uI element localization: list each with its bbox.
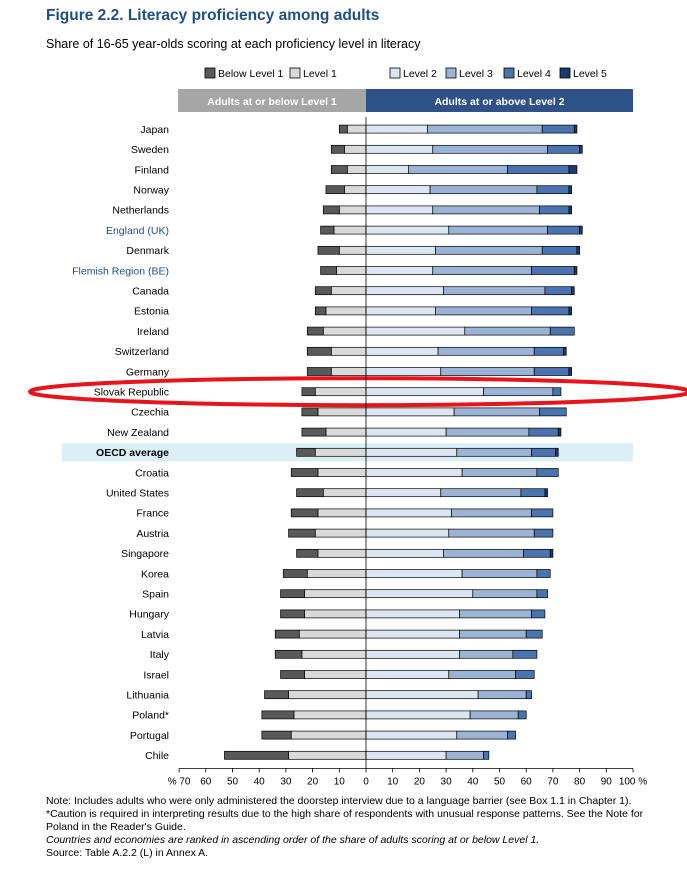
x-tick-label: % 70 xyxy=(167,776,191,788)
row-7 xyxy=(72,265,577,277)
category-label: Estonia xyxy=(133,305,169,318)
category-label: Switzerland xyxy=(114,346,169,359)
bar-level-4 xyxy=(540,206,569,214)
bar-level-3 xyxy=(433,206,540,214)
bar-level-3 xyxy=(441,368,534,376)
category-label: Norway xyxy=(133,184,169,197)
bar-below-level-1 xyxy=(318,246,339,254)
bar-below-level-1 xyxy=(275,630,299,638)
bar-level-2 xyxy=(366,590,473,598)
bar-level-4 xyxy=(548,226,580,234)
row-27 xyxy=(143,669,534,681)
bar-level-1 xyxy=(337,267,366,275)
bar-level-1 xyxy=(331,347,366,355)
row-14 xyxy=(131,407,566,419)
bar-level-1 xyxy=(318,509,366,517)
bar-level-4 xyxy=(542,246,577,254)
bar-level-1 xyxy=(318,469,366,477)
bar-level-3 xyxy=(441,489,521,497)
bar-level-1 xyxy=(331,368,366,376)
bar-level-1 xyxy=(323,489,366,497)
legend-swatch xyxy=(205,68,215,78)
bar-below-level-1 xyxy=(326,186,345,194)
x-tick-label: 30 xyxy=(440,776,452,788)
bar-level-1 xyxy=(326,307,366,315)
bar-level-4 xyxy=(521,489,545,497)
bar-level-5 xyxy=(580,145,583,153)
bar-level-2 xyxy=(366,206,433,214)
legend-label: Below Level 1 xyxy=(218,68,284,80)
bar-level-2 xyxy=(366,570,462,578)
category-label: Ireland xyxy=(136,325,169,338)
bar-level-2 xyxy=(366,125,427,133)
bar-below-level-1 xyxy=(321,226,334,234)
category-label: Poland* xyxy=(132,709,169,722)
row-2 xyxy=(135,164,577,176)
legend-swatch xyxy=(446,68,456,78)
bar-below-level-1 xyxy=(307,327,323,335)
bar-level-2 xyxy=(366,347,438,355)
bar-below-level-1 xyxy=(291,509,318,517)
bar-level-5 xyxy=(569,166,577,174)
bar-level-3 xyxy=(457,448,532,456)
bar-level-5 xyxy=(558,428,561,436)
bar-below-level-1 xyxy=(283,570,307,578)
category-label: Portugal xyxy=(129,729,169,742)
bar-level-1 xyxy=(318,408,366,416)
bar-level-4 xyxy=(526,691,531,699)
bar-level-3 xyxy=(462,469,537,477)
x-tick-label: 60 xyxy=(520,776,532,788)
x-tick-label: 20 xyxy=(307,776,319,788)
bar-below-level-1 xyxy=(291,469,318,477)
bar-below-level-1 xyxy=(265,691,289,699)
bar-level-2 xyxy=(366,246,435,254)
bar-level-4 xyxy=(537,570,550,578)
bar-below-level-1 xyxy=(281,590,305,598)
bar-level-1 xyxy=(339,246,366,254)
bar-below-level-1 xyxy=(297,549,318,557)
bar-level-1 xyxy=(347,125,366,133)
bar-level-1 xyxy=(315,388,366,396)
bar-below-level-1 xyxy=(339,125,347,133)
source-note: Source: Table A.2.2 (L) in Annex A. xyxy=(46,847,209,859)
bar-level-4 xyxy=(534,368,569,376)
bar-level-2 xyxy=(366,509,451,517)
bar-level-5 xyxy=(556,448,559,456)
bar-level-2 xyxy=(366,529,449,537)
bar-below-level-1 xyxy=(307,347,331,355)
bar-level-4 xyxy=(537,469,558,477)
bar-level-1 xyxy=(315,448,366,456)
row-16 xyxy=(62,443,633,461)
bar-level-2 xyxy=(366,489,441,497)
x-tick-label: 60 xyxy=(200,776,212,788)
x-tick-label: 50 xyxy=(226,776,239,788)
category-label: Singapore xyxy=(121,548,169,561)
bar-level-5 xyxy=(564,347,567,355)
bar-level-1 xyxy=(305,610,366,618)
bar-level-3 xyxy=(451,509,531,517)
bar-level-4 xyxy=(532,509,553,517)
legend-item-3 xyxy=(446,68,493,80)
bar-level-1 xyxy=(334,226,366,234)
bar-below-level-1 xyxy=(289,529,316,537)
bar-level-2 xyxy=(366,448,457,456)
x-tick-label: 100 % xyxy=(618,776,648,788)
bar-below-level-1 xyxy=(321,267,337,275)
bar-level-2 xyxy=(366,731,457,739)
bar-level-4 xyxy=(545,287,572,295)
bar-level-4 xyxy=(548,145,580,153)
bar-level-3 xyxy=(457,731,508,739)
bar-below-level-1 xyxy=(302,388,315,396)
bar-level-3 xyxy=(459,610,531,618)
bar-level-1 xyxy=(289,751,366,759)
bar-level-5 xyxy=(574,125,577,133)
bar-level-2 xyxy=(366,751,446,759)
bar-level-4 xyxy=(516,671,535,679)
bar-below-level-1 xyxy=(262,711,294,719)
bar-below-level-1 xyxy=(323,206,339,214)
bar-level-3 xyxy=(470,711,518,719)
row-1 xyxy=(131,144,582,156)
bar-level-3 xyxy=(462,570,537,578)
x-tick-label: 40 xyxy=(253,776,265,788)
bar-below-level-1 xyxy=(302,408,318,416)
bar-level-4 xyxy=(483,751,488,759)
row-31 xyxy=(145,750,489,762)
row-5 xyxy=(106,225,582,237)
bar-level-5 xyxy=(569,206,572,214)
bar-level-2 xyxy=(366,711,470,719)
x-tick-label: 20 xyxy=(413,776,425,788)
bar-level-2 xyxy=(366,691,478,699)
category-label: England (UK) xyxy=(105,224,169,237)
bar-level-5 xyxy=(572,287,575,295)
category-label: Czechia xyxy=(131,406,169,419)
bar-level-4 xyxy=(532,448,556,456)
bar-level-2 xyxy=(366,267,433,275)
figure-title: Figure 2.2. Literacy proficiency among adults xyxy=(46,7,380,24)
category-label: Slovak Republic xyxy=(93,386,169,399)
legend-item-0 xyxy=(205,68,284,80)
category-label: Italy xyxy=(149,649,169,662)
bar-below-level-1 xyxy=(262,731,291,739)
bar-level-5 xyxy=(569,307,572,315)
figure-subtitle: Share of 16-65 year-olds scoring at each proficiency level in literacy xyxy=(46,37,421,51)
row-6 xyxy=(126,245,579,257)
bar-level-1 xyxy=(302,650,366,658)
x-tick-label: 90 xyxy=(600,776,612,788)
bar-level-2 xyxy=(366,368,441,376)
bar-level-4 xyxy=(532,610,545,618)
bar-level-4 xyxy=(529,428,558,436)
bar-level-3 xyxy=(449,529,534,537)
legend-item-5 xyxy=(560,68,607,80)
bar-below-level-1 xyxy=(281,671,305,679)
row-25 xyxy=(141,629,542,641)
category-label: Spain xyxy=(142,588,169,601)
bar-level-4 xyxy=(540,408,567,416)
ranking-note: Countries and economies are ranked in ascending order of the share of adults scoring at or below Level 1. xyxy=(46,834,540,846)
x-tick-label: 0 xyxy=(363,776,369,788)
bar-level-4 xyxy=(553,388,561,396)
bar-level-3 xyxy=(449,226,548,234)
row-20 xyxy=(136,528,553,540)
x-tick-label: 10 xyxy=(387,776,399,788)
bar-level-1 xyxy=(294,711,366,719)
chart-rows xyxy=(30,124,687,762)
bar-level-3 xyxy=(438,347,534,355)
row-10 xyxy=(137,326,574,338)
row-17 xyxy=(135,467,558,479)
category-label: Latvia xyxy=(140,628,169,641)
row-8 xyxy=(132,286,574,298)
legend-label: Level 4 xyxy=(517,68,551,80)
row-24 xyxy=(129,609,545,621)
bar-level-1 xyxy=(331,287,366,295)
category-label: Netherlands xyxy=(112,204,169,217)
x-tick-label: 80 xyxy=(574,776,586,788)
bar-level-2 xyxy=(366,388,483,396)
x-tick-label: 70 xyxy=(547,776,559,788)
bar-level-2 xyxy=(366,650,459,658)
bar-level-2 xyxy=(366,307,435,315)
row-3 xyxy=(133,185,571,197)
bar-level-2 xyxy=(366,630,459,638)
bar-level-3 xyxy=(454,408,539,416)
bar-level-1 xyxy=(318,549,366,557)
row-26 xyxy=(150,649,537,661)
row-13 xyxy=(30,378,687,405)
legend-label: Level 3 xyxy=(459,68,493,80)
bar-level-3 xyxy=(433,145,548,153)
note-text: Note: Includes adults who were only administered the doorstep interview due to a language barrier (see Box 1.1 in Chapter 1). *Caution is required in interpreting results due to the high share of respondents with unusual response patterns. See the Note for Poland in the Reader's Guide. xyxy=(46,795,644,833)
row-15 xyxy=(107,427,561,439)
row-22 xyxy=(141,568,550,580)
legend-item-1 xyxy=(290,68,337,80)
bar-below-level-1 xyxy=(315,307,326,315)
legend-swatch xyxy=(560,68,570,78)
row-19 xyxy=(136,508,553,520)
bar-level-5 xyxy=(545,489,548,497)
category-label: Hungary xyxy=(129,608,169,621)
category-label: Finland xyxy=(134,164,169,177)
bar-level-2 xyxy=(366,469,462,477)
bar-level-2 xyxy=(366,327,465,335)
bar-level-3 xyxy=(427,125,542,133)
category-label: New Zealand xyxy=(107,426,169,439)
row-30 xyxy=(130,730,516,742)
bar-level-1 xyxy=(315,529,366,537)
left-panel-header: Adults at or below Level 1 xyxy=(207,96,337,108)
bar-level-4 xyxy=(532,307,569,315)
x-tick-label: 10 xyxy=(333,776,345,788)
right-panel-header: Adults at or above Level 2 xyxy=(434,96,565,108)
bar-below-level-1 xyxy=(307,368,331,376)
bar-level-4 xyxy=(534,347,563,355)
category-label: Japan xyxy=(140,123,169,136)
row-9 xyxy=(134,306,572,318)
bar-level-2 xyxy=(366,166,409,174)
category-label: Canada xyxy=(132,285,169,298)
bar-level-5 xyxy=(577,246,580,254)
category-label: United States xyxy=(105,487,169,500)
bar-level-1 xyxy=(307,570,366,578)
bar-below-level-1 xyxy=(331,166,347,174)
category-label: Germany xyxy=(125,366,169,379)
chart xyxy=(0,60,687,788)
bar-level-1 xyxy=(291,731,366,739)
bar-level-5 xyxy=(550,549,553,557)
legend-item-2 xyxy=(390,68,437,80)
bar-level-3 xyxy=(443,287,544,295)
legend xyxy=(205,68,607,80)
legend-swatch xyxy=(390,68,400,78)
bar-level-5 xyxy=(569,186,572,194)
category-label: OECD average xyxy=(96,447,169,460)
row-4 xyxy=(112,205,571,217)
category-label: Austria xyxy=(136,527,169,540)
category-label: Denmark xyxy=(126,245,169,258)
bar-level-3 xyxy=(430,186,537,194)
row-29 xyxy=(132,710,526,722)
bar-level-3 xyxy=(446,751,483,759)
bar-below-level-1 xyxy=(275,650,302,658)
bar-level-4 xyxy=(508,166,569,174)
legend-swatch xyxy=(504,68,514,78)
bar-level-4 xyxy=(532,267,575,275)
bar-level-3 xyxy=(446,428,529,436)
legend-label: Level 1 xyxy=(303,68,337,80)
row-28 xyxy=(126,690,531,702)
bar-level-4 xyxy=(537,186,569,194)
bar-level-1 xyxy=(345,186,366,194)
category-label: Israel xyxy=(143,669,169,682)
category-label: Flemish Region (BE) xyxy=(72,265,169,278)
bar-level-3 xyxy=(459,650,512,658)
bar-level-1 xyxy=(305,590,366,598)
bar-below-level-1 xyxy=(297,489,324,497)
bar-level-2 xyxy=(366,610,459,618)
bar-level-4 xyxy=(526,630,542,638)
bar-level-2 xyxy=(366,428,446,436)
figure-notes xyxy=(46,795,666,860)
bar-level-3 xyxy=(473,590,537,598)
row-21 xyxy=(121,548,553,560)
bar-level-1 xyxy=(326,428,366,436)
x-tick-label: 40 xyxy=(467,776,479,788)
bar-level-1 xyxy=(347,166,366,174)
bar-level-2 xyxy=(366,145,433,153)
legend-swatch xyxy=(290,68,300,78)
bar-below-level-1 xyxy=(224,751,288,759)
bar-below-level-1 xyxy=(302,428,326,436)
row-0 xyxy=(140,124,577,136)
row-11 xyxy=(115,346,567,358)
bar-level-3 xyxy=(483,388,552,396)
category-label: Chile xyxy=(145,750,169,763)
bar-level-2 xyxy=(366,226,449,234)
bar-level-4 xyxy=(542,125,574,133)
bar-level-4 xyxy=(508,731,516,739)
bar-level-3 xyxy=(435,307,531,315)
bar-level-3 xyxy=(443,549,523,557)
bar-level-4 xyxy=(524,549,551,557)
bar-level-1 xyxy=(339,206,366,214)
bar-level-4 xyxy=(518,711,526,719)
bar-level-1 xyxy=(305,671,366,679)
bar-below-level-1 xyxy=(297,448,316,456)
bar-level-4 xyxy=(513,650,537,658)
category-label: France xyxy=(136,507,169,520)
x-tick-label: 50 xyxy=(493,776,506,788)
panel-headers xyxy=(178,89,633,112)
row-18 xyxy=(106,488,548,500)
bar-level-2 xyxy=(366,549,443,557)
bar-level-1 xyxy=(299,630,366,638)
bar-level-4 xyxy=(534,529,553,537)
bar-level-4 xyxy=(537,590,548,598)
x-tick-label: 30 xyxy=(280,776,292,788)
bar-level-5 xyxy=(580,226,583,234)
bar-level-5 xyxy=(574,267,577,275)
bar-level-2 xyxy=(366,408,454,416)
bar-level-3 xyxy=(435,246,542,254)
category-label: Lithuania xyxy=(126,689,169,702)
bar-level-4 xyxy=(550,327,574,335)
bar-level-3 xyxy=(449,671,516,679)
legend-label: Level 2 xyxy=(403,68,437,80)
bar-level-3 xyxy=(409,166,508,174)
category-label: Sweden xyxy=(131,144,169,157)
bar-below-level-1 xyxy=(281,610,305,618)
bar-level-1 xyxy=(345,145,366,153)
bar-below-level-1 xyxy=(331,145,344,153)
bar-level-3 xyxy=(433,267,532,275)
category-label: Korea xyxy=(140,568,169,581)
bar-level-2 xyxy=(366,287,443,295)
bar-level-5 xyxy=(569,368,572,376)
category-label: Croatia xyxy=(135,467,169,480)
legend-label: Level 5 xyxy=(573,68,607,80)
legend-item-4 xyxy=(504,68,551,80)
bar-level-3 xyxy=(465,327,550,335)
bar-level-2 xyxy=(366,186,430,194)
bar-level-2 xyxy=(366,671,449,679)
bar-level-3 xyxy=(478,691,526,699)
bar-level-1 xyxy=(323,327,366,335)
row-23 xyxy=(142,589,547,601)
bar-below-level-1 xyxy=(315,287,331,295)
bar-level-3 xyxy=(459,630,526,638)
bar-level-1 xyxy=(289,691,366,699)
